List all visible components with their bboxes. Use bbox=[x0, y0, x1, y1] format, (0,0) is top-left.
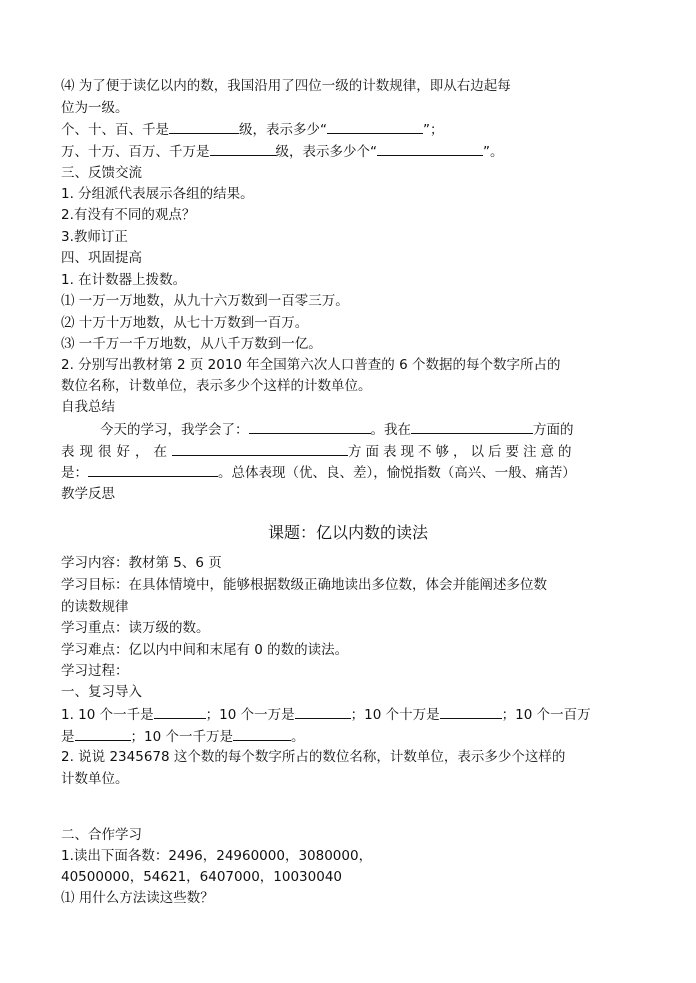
review-text-7: 。 bbox=[290, 729, 305, 745]
question-geji-text-3: ”； bbox=[423, 122, 444, 138]
review-text-6: ；10 个一千万是 bbox=[130, 729, 233, 745]
teaching-reflection: 教学反思 bbox=[61, 486, 115, 502]
self-summary-line1 bbox=[100, 419, 574, 440]
question-wanji-text-1: 万、十万、百万、千万是 bbox=[61, 144, 210, 160]
feedback-3: 3.教师订正 bbox=[61, 229, 128, 245]
fill-blank[interactable] bbox=[327, 119, 423, 134]
self-summary-text-2: 。我在 bbox=[370, 422, 411, 438]
review-2-line1: 2. 说说 2345678 这个数的每个数字所占的数位名称，计数单位，表示多少个这样的 bbox=[61, 749, 566, 765]
learning-content: 学习内容：教材第 5、6 页 bbox=[61, 555, 222, 571]
review-text-1: 1. 10 个一千是 bbox=[61, 707, 154, 723]
review-1-line2 bbox=[61, 726, 304, 747]
consolidate-1b: ⑵ 十万十万地数，从七十万数到一百万。 bbox=[61, 315, 309, 331]
learning-process: 学习过程： bbox=[61, 663, 129, 679]
heading-cooperative: 二、合作学习 bbox=[61, 827, 142, 843]
learning-difficulty: 学习难点：亿以内中间和末尾有 0 的数的读法。 bbox=[61, 642, 349, 658]
heading-consolidate: 四、巩固提高 bbox=[61, 250, 142, 266]
fill-blank[interactable] bbox=[169, 119, 239, 134]
heading-review: 一、复习导入 bbox=[61, 684, 142, 700]
consolidate-1: 1. 在计数器上拨数。 bbox=[61, 272, 187, 288]
fill-blank[interactable] bbox=[88, 462, 218, 477]
fill-blank[interactable] bbox=[295, 704, 351, 719]
review-text-3: ；10 个十万是 bbox=[350, 707, 440, 723]
feedback-1: 1. 分组派代表展示各组的结果。 bbox=[61, 186, 254, 202]
fill-blank[interactable] bbox=[172, 441, 348, 456]
cooperative-1-line2: 40500000，54621，6407000，10030040 bbox=[61, 869, 342, 885]
question-wanji-text-2: 级，表示多少个“ bbox=[275, 144, 377, 160]
question-geji-text-1: 个、十、百、千是 bbox=[61, 122, 169, 138]
learning-goal-line2: 的读数规律 bbox=[61, 599, 129, 615]
review-text-5: 是 bbox=[61, 729, 75, 745]
fill-blank[interactable] bbox=[411, 419, 533, 434]
fill-blank[interactable] bbox=[210, 141, 276, 156]
feedback-2: 2.有没有不同的观点？ bbox=[61, 207, 196, 223]
item4-line1: ⑷ 为了便于读亿以内的数，我国沿用了四位一级的计数规律，即从右边起每 bbox=[61, 78, 511, 94]
consolidate-2-line1: 2. 分别写出教材第 2 页 2010 年全国第六次人口普查的 6 个数据的每个数字所占的 bbox=[61, 357, 561, 373]
self-summary-line3 bbox=[61, 462, 576, 483]
self-summary-text-6: 是： bbox=[61, 465, 88, 481]
learning-key-point: 学习重点：读万级的数。 bbox=[61, 620, 210, 636]
question-wanji-text-3: ”。 bbox=[483, 144, 504, 160]
item4-line2: 位为一级。 bbox=[61, 100, 129, 116]
self-summary-text-4: 表现很好，在 bbox=[61, 444, 172, 460]
heading-feedback: 三、反馈交流 bbox=[61, 165, 142, 181]
fill-blank[interactable] bbox=[154, 704, 206, 719]
review-text-4: ；10 个一百万 bbox=[501, 707, 591, 723]
question-geji-text-2: 级，表示多少“ bbox=[239, 122, 327, 138]
fill-blank[interactable] bbox=[75, 726, 131, 741]
learning-goal-line1: 学习目标：在具体情境中，能够根据数级正确地读出多位数，体会并能阐述多位数 bbox=[61, 577, 547, 593]
consolidate-1a: ⑴ 一万一万地数，从九十六万数到一百零三万。 bbox=[61, 293, 349, 309]
review-2-line2: 计数单位。 bbox=[61, 771, 129, 787]
fill-blank[interactable] bbox=[249, 419, 371, 434]
question-wanji bbox=[61, 141, 504, 162]
cooperative-1-line1: 1.读出下面各数：2496，24960000，3080000， bbox=[61, 848, 373, 864]
question-geji bbox=[61, 119, 444, 140]
lesson-title: 课题：亿以内数的读法 bbox=[267, 523, 428, 542]
self-summary-text-3: 方面的 bbox=[533, 422, 574, 438]
review-1-line1 bbox=[61, 704, 591, 725]
self-summary-text-5: 方面表现不够，以后要注意的 bbox=[348, 444, 576, 460]
cooperative-1-question: ⑴ 用什么方法读这些数？ bbox=[61, 890, 214, 906]
fill-blank[interactable] bbox=[440, 704, 502, 719]
fill-blank[interactable] bbox=[233, 726, 291, 741]
self-summary-line2 bbox=[61, 441, 576, 462]
self-summary-text-7: 。总体表现（优、良、差），愉悦指数（高兴、一般、痛苦） bbox=[218, 465, 576, 481]
self-summary-text-1: 今天的学习，我学会了： bbox=[100, 422, 249, 438]
review-text-2: ；10 个一万是 bbox=[205, 707, 295, 723]
fill-blank[interactable] bbox=[377, 141, 483, 156]
consolidate-2-line2: 数位名称，计数单位，表示多少个这样的计数单位。 bbox=[61, 378, 372, 394]
self-summary-title: 自我总结 bbox=[61, 399, 115, 415]
consolidate-1c: ⑶ 一千万一千万地数，从八千万数到一亿。 bbox=[61, 336, 322, 352]
